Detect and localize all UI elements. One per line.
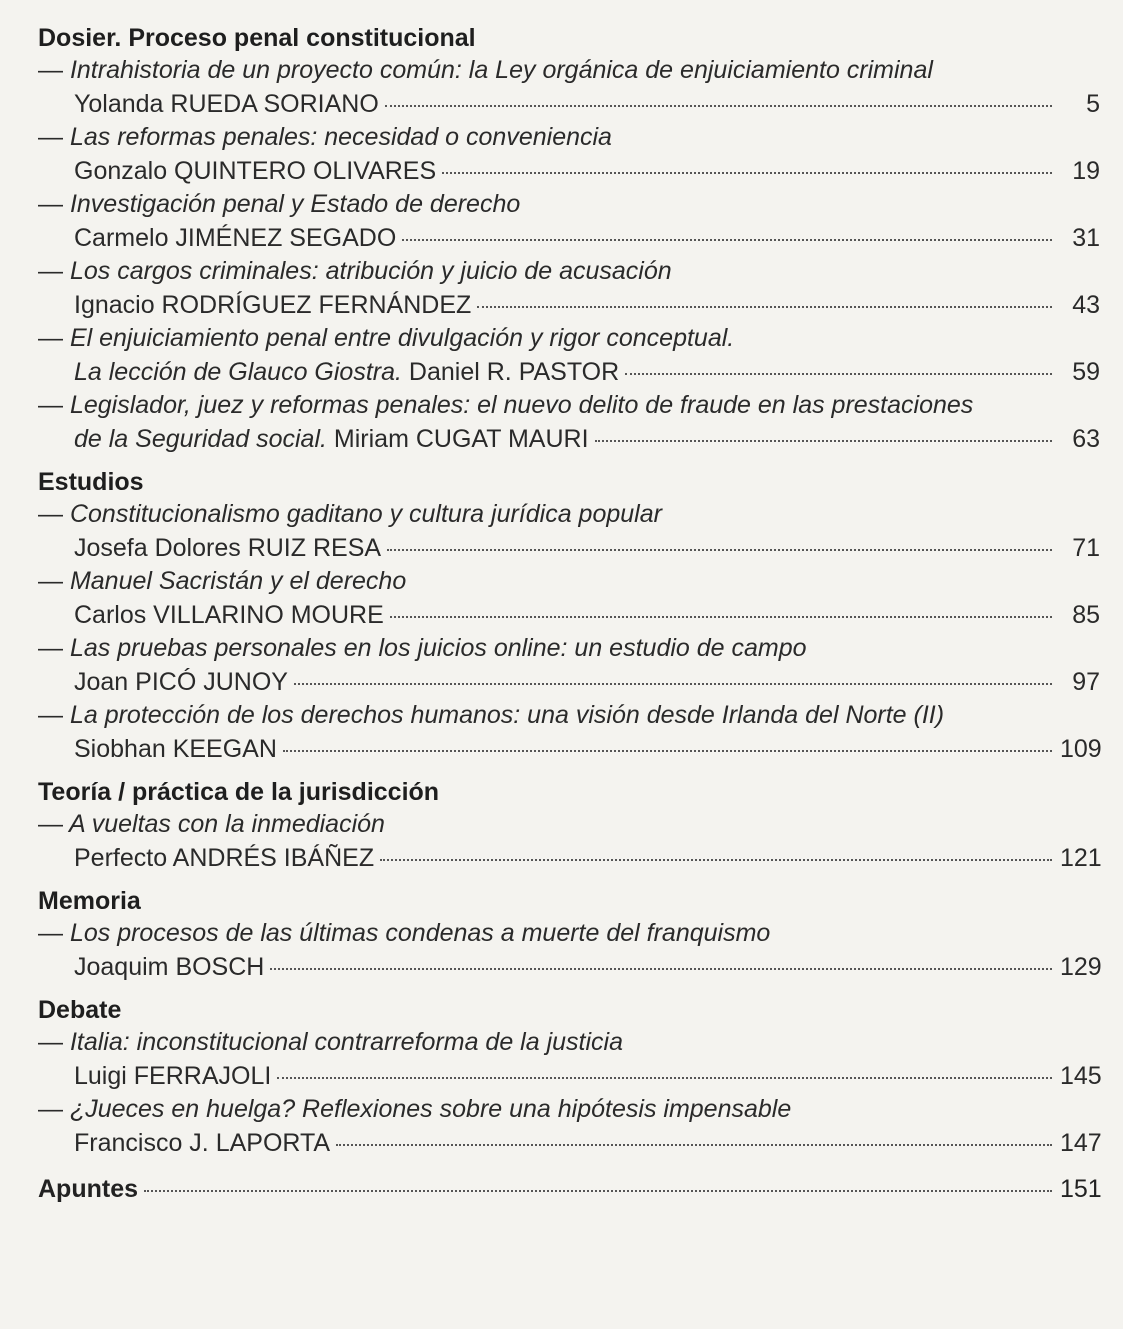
entry-author: Daniel R. PASTOR (408, 358, 620, 386)
entry-title: Los cargos criminales: atribución y juicio de acusación (69, 257, 672, 285)
dot-leader (277, 1077, 1052, 1079)
toc-entry-apuntes[interactable] (38, 1172, 1100, 1206)
section-title: Debate (38, 996, 122, 1024)
toc-entry[interactable]: — ¿Jueces en huelga? Reflexiones sobre una hipótesis impensable Francisco J. LAPORTA 147 (38, 1093, 1100, 1160)
page-number: 5 (1086, 90, 1100, 118)
page-number: 109 (1060, 735, 1102, 763)
page-number: 121 (1060, 844, 1102, 872)
entry-author: Perfecto ANDRÉS IBÁÑEZ (74, 844, 375, 872)
page-number: 151 (1060, 1175, 1102, 1203)
section-title: Teoría / práctica de la jurisdicción (38, 778, 440, 806)
toc-entry[interactable]: — El enjuiciamiento penal entre divulgación y rigor conceptual. La lección de Glauco Giostra. Daniel R. PASTOR 59 (38, 322, 1100, 389)
entry-author: Gonzalo QUINTERO OLIVARES (74, 157, 437, 185)
dot-leader (283, 750, 1052, 752)
dot-leader (477, 306, 1052, 308)
entry-author: Francisco J. LAPORTA (74, 1129, 331, 1157)
entry-title: Constitucionalismo gaditano y cultura jurídica popular (69, 500, 662, 528)
toc-entry[interactable]: — Las reformas penales: necesidad o conveniencia Gonzalo QUINTERO OLIVARES 19 (38, 121, 1100, 188)
section-title: Estudios (38, 468, 144, 496)
toc-entry[interactable]: — Intrahistoria de un proyecto común: la Ley orgánica de enjuiciamiento criminal Yolanda RUEDA SORIANO 5 (38, 54, 1100, 121)
entry-author: Ignacio RODRÍGUEZ FERNÁNDEZ (74, 291, 472, 319)
section-title: Apuntes (38, 1175, 138, 1203)
toc-entry[interactable]: — A vueltas con la inmediación Perfecto ANDRÉS IBÁÑEZ 121 (38, 808, 1100, 875)
entry-title: Los procesos de las últimas condenas a muerte del franquismo (69, 919, 771, 947)
section-title: Dosier. Proceso penal constitucional (38, 24, 476, 52)
page-number: 31 (1072, 224, 1100, 252)
entry-title-continuation: La lección de Glauco Giostra. (74, 358, 402, 386)
page-number: 43 (1072, 291, 1100, 319)
dot-leader (380, 859, 1052, 861)
toc-entry[interactable]: — Italia: inconstitucional contrarreforma de la justicia Luigi FERRAJOLI 145 (38, 1026, 1100, 1093)
entry-title: Legislador, juez y reformas penales: el nuevo delito de fraude en las prestaciones (69, 391, 974, 419)
entry-author: Josefa Dolores RUIZ RESA (74, 534, 382, 562)
section-title: Memoria (38, 887, 141, 915)
entry-title: El enjuiciamiento penal entre divulgación y rigor conceptual. (69, 324, 735, 352)
dot-leader (270, 968, 1052, 970)
dot-leader (144, 1190, 1052, 1192)
entry-author: Joaquim BOSCH (74, 953, 265, 981)
entry-title: La protección de los derechos humanos: una visión desde Irlanda del Norte (II) (69, 701, 945, 729)
page-number: 145 (1060, 1062, 1102, 1090)
page-number: 71 (1072, 534, 1100, 562)
page-number: 19 (1072, 157, 1100, 185)
entry-title: Las reformas penales: necesidad o conveniencia (69, 123, 612, 151)
entry-author: Carlos VILLARINO MOURE (74, 601, 384, 629)
dot-leader (625, 373, 1052, 375)
dot-leader (595, 440, 1052, 442)
toc-entry[interactable]: — Constitucionalismo gaditano y cultura jurídica popular Josefa Dolores RUIZ RESA 71 (38, 498, 1100, 565)
entry-title: Investigación penal y Estado de derecho (69, 190, 521, 218)
dot-leader (294, 683, 1052, 685)
entry-author: Carmelo JIMÉNEZ SEGADO (74, 224, 397, 252)
toc-entry[interactable]: — Las pruebas personales en los juicios online: un estudio de campo Joan PICÓ JUNOY 97 (38, 632, 1100, 699)
page-number: 147 (1060, 1129, 1102, 1157)
entry-author: Siobhan KEEGAN (74, 735, 277, 763)
entry-title-continuation: de la Seguridad social. (74, 425, 327, 453)
entry-title: ¿Jueces en huelga? Reflexiones sobre una hipótesis impensable (69, 1095, 792, 1123)
entry-title: A vueltas con la inmediación (69, 810, 385, 838)
page-number: 85 (1072, 601, 1100, 629)
entry-title: Manuel Sacristán y el derecho (69, 567, 407, 595)
toc-entry[interactable]: — Los cargos criminales: atribución y juicio de acusación Ignacio RODRÍGUEZ FERNÁNDEZ 43 (38, 255, 1100, 322)
entry-title: Las pruebas personales en los juicios online: un estudio de campo (69, 634, 807, 662)
entry-title: Italia: inconstitucional contrarreforma de la justicia (69, 1028, 623, 1056)
entry-author: Luigi FERRAJOLI (74, 1062, 272, 1090)
page-number: 63 (1072, 425, 1100, 453)
dot-leader (385, 105, 1052, 107)
entry-author: Yolanda RUEDA SORIANO (74, 90, 379, 118)
page-number: 59 (1072, 358, 1100, 386)
toc-entry[interactable]: — Legislador, juez y reformas penales: el nuevo delito de fraude en las prestaciones de la Seguridad social. Miriam CUGAT MAURI 63 (38, 389, 1100, 456)
dot-leader (336, 1144, 1052, 1146)
dot-leader (442, 172, 1052, 174)
toc-entry[interactable]: — Los procesos de las últimas condenas a muerte del franquismo Joaquim BOSCH 129 (38, 917, 1100, 984)
toc-entry[interactable]: — La protección de los derechos humanos: una visión desde Irlanda del Norte (II) Siobhan KEEGAN 109 (38, 699, 1100, 766)
dot-leader (402, 239, 1052, 241)
entry-author: Joan PICÓ JUNOY (74, 668, 288, 696)
entry-author: Miriam CUGAT MAURI (333, 425, 589, 453)
toc-entry[interactable]: — Manuel Sacristán y el derecho Carlos VILLARINO MOURE 85 (38, 565, 1100, 632)
toc-entry[interactable]: — Investigación penal y Estado de derecho Carmelo JIMÉNEZ SEGADO 31 (38, 188, 1100, 255)
table-of-contents (38, 22, 1100, 1206)
dot-leader (390, 616, 1052, 618)
dot-leader (387, 549, 1052, 551)
page-number: 97 (1072, 668, 1100, 696)
entry-title: Intrahistoria de un proyecto común: la Ley orgánica de enjuiciamiento criminal (69, 56, 933, 84)
page-number: 129 (1060, 953, 1102, 981)
